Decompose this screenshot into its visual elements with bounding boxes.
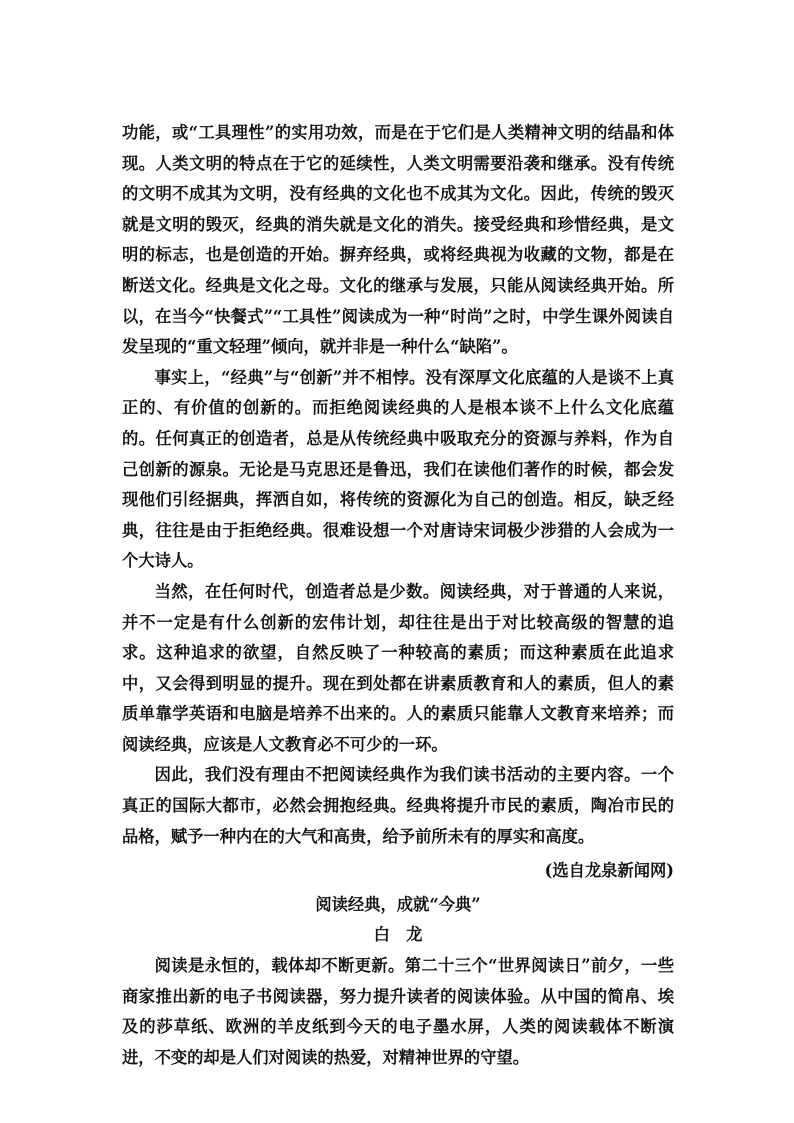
paragraph: 阅读是永恒的，载体却不断更新。第二十三个“世界阅读日”前夕，一些商家推出新的电子书阅读器，努力提升读者的阅读体验。从中国的简帛、埃及的莎草纸、欧洲的羊皮纸到今天的电子墨水屏，人类的阅读载体不断演进，不变的却是人们对阅读的热爱，对精神世界的守望。 bbox=[122, 956, 674, 1067]
paragraph: 因此，我们没有理由不把阅读经典作为我们读书活动的主要内容。一个真正的国际大都市，必然会拥抱经典。经典将提升市民的素质，陶冶市民的品格，赋予一种内在的大气和高贵，给予前所未有的厚实和高度。 bbox=[122, 765, 674, 846]
source-citation: (选自龙泉新闻网) bbox=[544, 861, 674, 881]
paragraph-continued: 功能，或“工具理性”的实用功效，而是在于它们是人类精神文明的结晶和体现。人类文明的特点在于它的延续性，人类文明需要沿袭和继承。没有传统的文明不成其为文明，没有经典的文化也不成其为文化。因此，传统的毁灭就是文明的毁灭，经典的消失就是文化的消失。接受经典和珍惜经典，是文明的标志，也是创造的开始。摒弃经典，或将经典视为收藏的文物，都是在断送文化。经典是文化之母。文化的继承与发展，只能从阅读经典开始。所以，在当今“快餐式”“工具性”阅读成为一种“时尚”之时，中学生课外阅读自发呈现的“重文轻理”倾向，就并非是一种什么“缺陷”。 bbox=[122, 123, 674, 357]
paragraph: 当然，在任何时代，创造者总是少数。阅读经典，对于普通的人来说，并不一定是有什么创新的宏伟计划，却往往是出于对比较高级的智慧的追求。这种追求的欲望，自然反映了一种较高的素质；而这种素质在此追求中，又会得到明显的提升。现在到处都在讲素质教育和人的素质，但人的素质单靠学英语和电脑是培养不出来的。人的素质只能靠人文教育来培养；而阅读经典，应该是人文教育必不可少的一环。 bbox=[122, 581, 674, 754]
article-author: 白龙 bbox=[373, 925, 439, 945]
document-page bbox=[122, 118, 674, 1073]
article-title: 阅读经典，成就“今典” bbox=[315, 894, 481, 914]
paragraph: 事实上，“经典”与“创新”并不相悖。没有深厚文化底蕴的人是谈不上真正的、有价值的创新的。而拒绝阅读经典的人是根本谈不上什么文化底蕴的。任何真正的创造者，总是从传统经典中吸取充分的资源与养料，作为自己创新的源泉。无论是马克思还是鲁迅，我们在读他们著作的时候，都会发现他们引经据典，挥洒自如，将传统的资源化为自己的创造。相反，缺乏经典，往往是由于拒绝经典。很难设想一个对唐诗宋词极少涉猎的人会成为一个大诗人。 bbox=[122, 367, 674, 571]
